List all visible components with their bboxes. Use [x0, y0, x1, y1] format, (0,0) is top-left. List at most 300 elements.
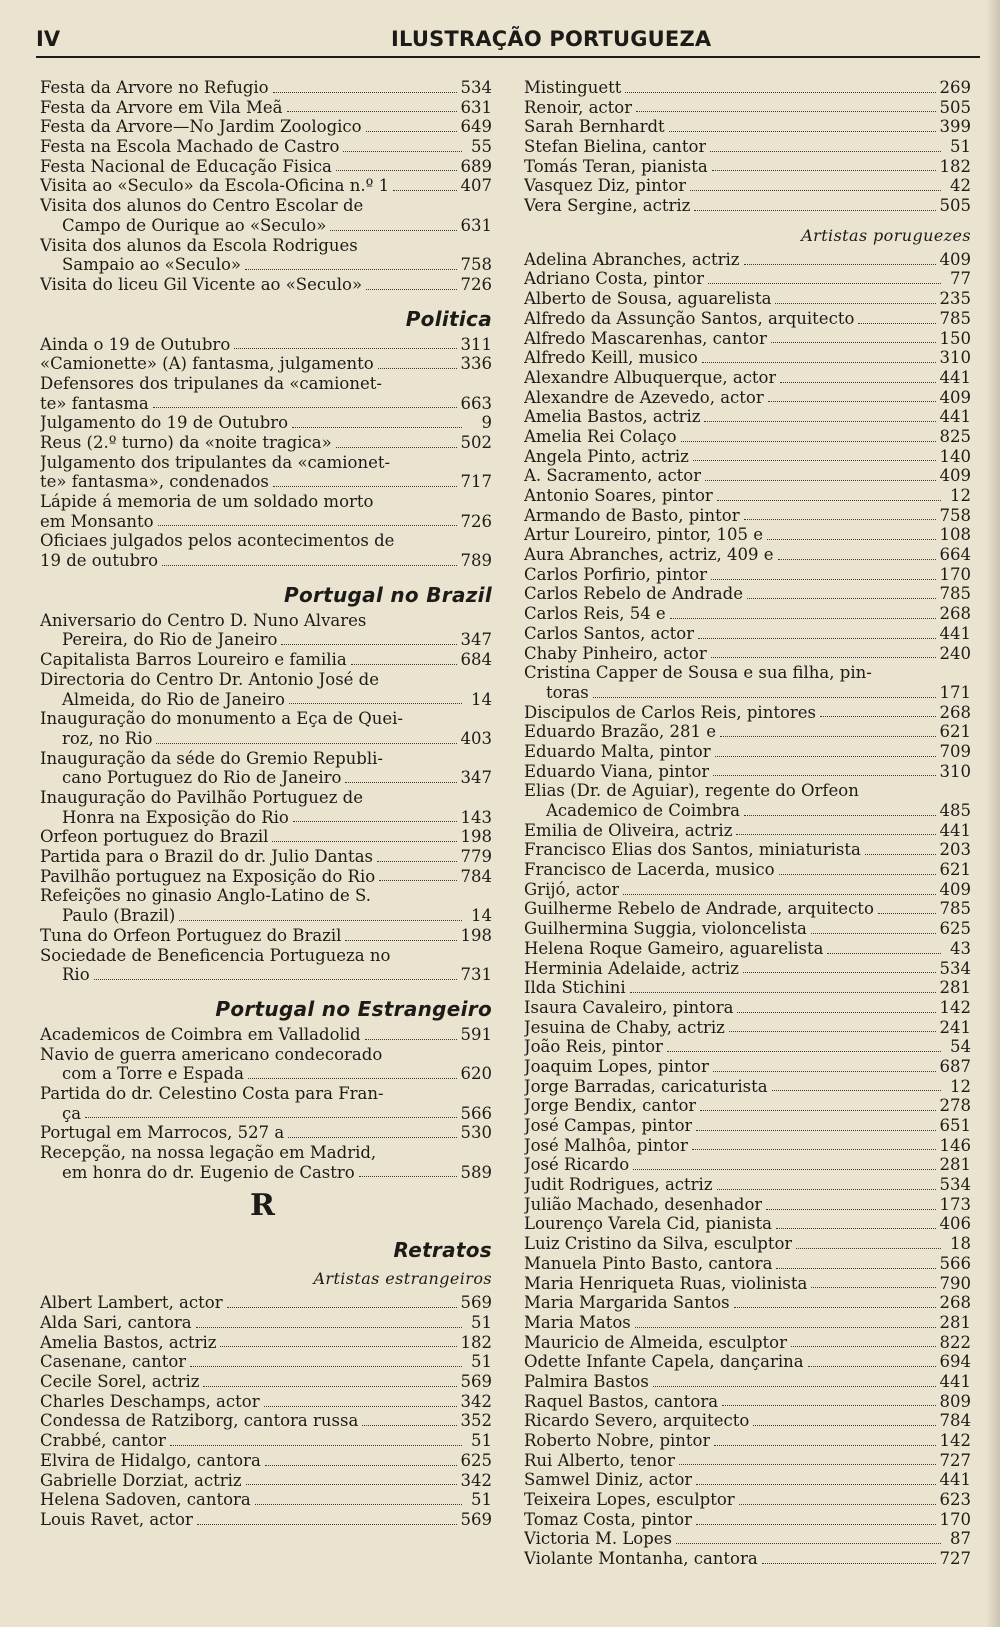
- index-entry: [40, 216, 492, 236]
- index-entry: [524, 270, 971, 290]
- index-entry-page: 534: [460, 77, 492, 97]
- index-entry-text: Helena Sadoven, cantora: [40, 1490, 251, 1510]
- index-entry-text: Pereira, do Rio de Janeiro: [62, 630, 278, 650]
- index-entry-text: Jesuina de Chaby, actriz: [524, 1017, 725, 1037]
- index-entry: [40, 650, 492, 670]
- index-entry: [524, 762, 971, 782]
- index-entry-page: 399: [939, 117, 971, 137]
- index-entry-text: Honra na Exposição do Rio: [62, 807, 289, 827]
- index-entry: [40, 472, 492, 492]
- index-entry-page: 589: [460, 1162, 492, 1182]
- index-entry: [524, 821, 971, 841]
- index-entry-text: Inauguração do monumento a Eça de Quei-: [40, 709, 403, 729]
- index-entry-page: 785: [939, 899, 971, 919]
- publication-title: ILUSTRAÇÃO PORTUGUEZA: [391, 27, 712, 51]
- index-entry-page: 731: [460, 965, 492, 985]
- index-entry: [40, 117, 492, 137]
- index-entry-page: 170: [939, 564, 971, 584]
- index-entry-text: Vera Sergine, actriz: [524, 196, 691, 216]
- index-entry-text: Alexandre Albuquerque, actor: [524, 367, 777, 387]
- index-entry-page: 409: [939, 466, 971, 486]
- index-entry-page: 631: [460, 97, 492, 117]
- index-entry: [524, 860, 971, 880]
- index-entry-text: Julião Machado, desenhador: [524, 1194, 763, 1214]
- index-entry-page: 620: [460, 1064, 492, 1084]
- index-entry: [524, 1372, 971, 1392]
- index-entry-text: Chaby Pinheiro, actor: [524, 643, 707, 663]
- index-entry-text: Mistinguett: [524, 77, 622, 97]
- index-entry-text: Maria Margarida Santos: [524, 1293, 730, 1313]
- index-entry-page: 825: [939, 426, 971, 446]
- index-entry: [40, 847, 492, 867]
- index-entry: [524, 368, 971, 388]
- index-entry-page: 569: [460, 1372, 492, 1392]
- index-entry-text: Visita dos alunos da Escola Rodrigues: [40, 235, 358, 255]
- index-entry-page: 485: [939, 801, 971, 821]
- index-entry-text: Teixeira Lopes, esculptor: [524, 1490, 735, 1510]
- index-entry: [524, 1136, 971, 1156]
- index-entry: [524, 1392, 971, 1412]
- index-entry-text: Aniversario do Centro D. Nuno Alvares: [40, 610, 367, 630]
- retratos-portuguezes-list-2: [524, 703, 971, 782]
- index-entry: [40, 808, 492, 828]
- index-entry-text: Oficiaes julgados pelos acontecimentos de: [40, 531, 395, 551]
- index-entry: [524, 1096, 971, 1116]
- index-entry-page: 54: [950, 1037, 971, 1057]
- index-entry: [40, 1123, 492, 1143]
- index-entry: [524, 1018, 971, 1038]
- index-entry-page: 566: [939, 1253, 971, 1273]
- index-entry-page: 352: [460, 1411, 492, 1431]
- index-entry-text: Odette Infante Capela, dançarina: [524, 1352, 804, 1372]
- index-entry: [524, 309, 971, 329]
- index-entry-text: Ainda o 19 de Outubro: [40, 334, 231, 354]
- index-entry: [524, 98, 971, 118]
- index-entry: [40, 512, 492, 532]
- index-entry-text: Paulo (Brazil): [62, 906, 176, 926]
- index-entry-page: 198: [460, 925, 492, 945]
- index-entry-text: Navio de guerra americano condecorado: [40, 1044, 383, 1064]
- index-entry-page: 809: [939, 1391, 971, 1411]
- index-entry-page: 43: [950, 938, 971, 958]
- index-entry: [524, 176, 971, 196]
- index-entry-text: te» fantasma», condenados: [40, 472, 269, 492]
- index-entry-text: toras: [546, 682, 589, 702]
- index-entry-text: com a Torre e Espada: [62, 1064, 244, 1084]
- index-entry-page: 502: [460, 432, 492, 452]
- index-entry: [524, 1490, 971, 1510]
- index-entry: [40, 275, 492, 295]
- index-entry-text: Amelia Rei Colaço: [524, 426, 677, 446]
- index-entry: [524, 1116, 971, 1136]
- index-entry: [40, 433, 492, 453]
- retratos-estrangeiros-list: [40, 1293, 492, 1529]
- index-entry-page: 790: [939, 1273, 971, 1293]
- index-entry-page: 664: [939, 545, 971, 565]
- index-entry: [40, 1104, 492, 1124]
- index-entry-text: Visita ao «Seculo» da Escola-Oficina n.º 1: [40, 176, 390, 196]
- index-entry-page: 505: [939, 196, 971, 216]
- index-entry: [524, 329, 971, 349]
- index-entry-page: 12: [950, 486, 971, 506]
- index-entry-text: Ilda Stichini: [524, 978, 626, 998]
- index-entry-text: Crabbé, cantor: [40, 1431, 166, 1451]
- index-entry: [524, 1451, 971, 1471]
- monogram-ornament: [40, 1182, 492, 1238]
- index-entry-text: Sampaio ao «Seculo»: [62, 255, 241, 275]
- index-entry: [524, 447, 971, 467]
- index-entry-text: Almeida, do Rio de Janeiro: [62, 689, 285, 709]
- index-entry: [40, 1163, 492, 1183]
- index-entry-page: 709: [939, 741, 971, 761]
- index-entry-page: 51: [471, 1431, 492, 1451]
- index-entry-text: Maria Matos: [524, 1312, 631, 1332]
- index-entry-text: Tuna do Orfeon Portuguez do Brazil: [40, 925, 342, 945]
- index-entry-text: Charles Deschamps, actor: [40, 1391, 260, 1411]
- index-entry: [40, 1431, 492, 1451]
- index-entry-page: 689: [460, 156, 492, 176]
- index-entry-text: Francisco Elias dos Santos, miniaturista: [524, 840, 861, 860]
- index-entry-page: 342: [460, 1470, 492, 1490]
- index-entry: [524, 289, 971, 309]
- index-entry-text: Campo de Ourique ao «Seculo»: [62, 215, 327, 235]
- index-entry-text: Judit Rodrigues, actriz: [524, 1175, 713, 1195]
- index-entry-text: Tomás Teran, pianista: [524, 156, 708, 176]
- index-entry: [524, 1510, 971, 1530]
- index-entry-text: Pavilhão portuguez na Exposição do Rio: [40, 866, 376, 886]
- index-entry-page: 241: [939, 1017, 971, 1037]
- index-entry-text: Roberto Nobre, pintor: [524, 1431, 711, 1451]
- index-entry: [524, 1470, 971, 1490]
- index-entry: [40, 1451, 492, 1471]
- index-entry-page: 566: [460, 1103, 492, 1123]
- index-entry-text: Helena Roque Gameiro, aguarelista: [524, 938, 824, 958]
- index-entry-text: Festa na Escola Machado de Castro: [40, 137, 340, 157]
- index-entry-text: Julgamento dos tripulantes da «camionet-: [40, 452, 391, 472]
- index-entry: [40, 1412, 492, 1432]
- index-entry-page: 621: [939, 860, 971, 880]
- index-entry-page: 150: [939, 328, 971, 348]
- index-entry: [40, 1490, 492, 1510]
- index-entry: [524, 196, 971, 216]
- index-entry-page: 87: [950, 1529, 971, 1549]
- index-entry-page: 441: [939, 623, 971, 643]
- index-entry: [524, 1274, 971, 1294]
- index-entry-text: Alberto de Sousa, aguarelista: [524, 289, 772, 309]
- index-entry-page: 785: [939, 308, 971, 328]
- retratos-estrangeiros-continued-list: [524, 78, 971, 216]
- index-entry-text: em Monsanto: [40, 511, 154, 531]
- index-entry: [524, 117, 971, 137]
- index-entry-page: 785: [939, 584, 971, 604]
- index-entry-text: Partida para o Brazil do dr. Julio Dantas: [40, 847, 373, 867]
- index-entry: [524, 978, 971, 998]
- index-entry-page: 727: [939, 1450, 971, 1470]
- index-entry: [524, 801, 971, 821]
- index-entry-page: 441: [939, 820, 971, 840]
- index-entry: [40, 1333, 492, 1353]
- index-entry-text: Violante Montanha, cantora: [524, 1549, 758, 1569]
- index-entry: [40, 867, 492, 887]
- index-entry-page: 726: [460, 274, 492, 294]
- index-entry-text: Academico de Coimbra: [546, 801, 741, 821]
- index-entry: [40, 413, 492, 433]
- index-entry-text: Gabrielle Dorziat, actriz: [40, 1470, 242, 1490]
- index-entry-page: 336: [460, 354, 492, 374]
- index-entry-page: 170: [939, 1509, 971, 1529]
- index-entry: [40, 1293, 492, 1313]
- section-heading-estrangeiro: Portugal no Estrangeiro: [215, 996, 492, 1021]
- index-entry: [524, 407, 971, 427]
- index-entry: [524, 545, 971, 565]
- index-entry: [524, 427, 971, 447]
- index-entry-text: Palmira Bastos: [524, 1371, 649, 1391]
- index-entry-page: 235: [939, 289, 971, 309]
- index-entry-page: 310: [939, 348, 971, 368]
- index-entry-page: 784: [460, 866, 492, 886]
- index-entry-text: Guilherme Rebelo de Andrade, arquitecto: [524, 899, 874, 919]
- index-entry: [524, 1215, 971, 1235]
- index-entry-page: 409: [939, 249, 971, 269]
- index-entry-page: 51: [471, 1352, 492, 1372]
- index-entry-page: 651: [939, 1116, 971, 1136]
- index-entry-text: Francisco de Lacerda, musico: [524, 860, 775, 880]
- page-header: [36, 24, 980, 58]
- index-entry-text: Portugal em Marrocos, 527 a: [40, 1123, 285, 1143]
- index-entry-text: José Campas, pintor: [524, 1116, 693, 1136]
- festas-list: [40, 78, 492, 196]
- index-entry: [40, 768, 492, 788]
- index-entry-text: Carlos Reis, 54 e: [524, 604, 666, 624]
- index-entry-text: Maria Henriqueta Ruas, violinista: [524, 1273, 808, 1293]
- index-entry-page: 143: [460, 807, 492, 827]
- index-entry-page: 726: [460, 511, 492, 531]
- index-entry-text: Cristina Capper de Sousa e sua filha, pin-: [524, 663, 872, 683]
- index-entry: [524, 137, 971, 157]
- index-entry-page: 310: [939, 761, 971, 781]
- index-entry-page: 694: [939, 1352, 971, 1372]
- index-entry-page: 569: [460, 1509, 492, 1529]
- index-entry-page: 758: [460, 255, 492, 275]
- index-entry: [524, 1431, 971, 1451]
- subsection-heading-estrangeiros: Artistas estrangeiros: [313, 1269, 492, 1289]
- index-entry: [40, 78, 492, 98]
- subsection-heading-portuguezes: Artistas poruguezes: [801, 225, 971, 245]
- index-entry-text: Rio: [62, 965, 90, 985]
- index-entry: [524, 1333, 971, 1353]
- index-entry-text: Alexandre de Azevedo, actor: [524, 387, 764, 407]
- index-entry-text: Carlos Santos, actor: [524, 623, 695, 643]
- section-heading-retratos: Retratos: [393, 1238, 492, 1263]
- index-entry-page: 779: [460, 847, 492, 867]
- index-entry: [524, 157, 971, 177]
- index-entry-text: Amelia Bastos, actriz: [40, 1332, 217, 1352]
- index-entry: [524, 1411, 971, 1431]
- index-entry-text: Festa da Arvore em Vila Meã: [40, 97, 283, 117]
- index-entry-page: 569: [460, 1293, 492, 1313]
- index-entry-page: 198: [460, 827, 492, 847]
- index-entry-page: 182: [460, 1332, 492, 1352]
- index-entry-text: cano Portuguez do Rio de Janeiro: [62, 768, 342, 788]
- index-entry-page: 278: [939, 1096, 971, 1116]
- index-entry-page: 663: [460, 393, 492, 413]
- index-entry: [524, 1175, 971, 1195]
- index-entry: [524, 722, 971, 742]
- index-entry: [40, 1510, 492, 1530]
- index-entry-text: Emilia de Oliveira, actriz: [524, 820, 733, 840]
- index-entry-page: 625: [460, 1450, 492, 1470]
- index-entry-page: 240: [939, 643, 971, 663]
- index-entry-text: A. Sacramento, actor: [524, 466, 702, 486]
- index-entry-page: 684: [460, 650, 492, 670]
- index-entry-page: 409: [939, 387, 971, 407]
- index-entry-page: 42: [950, 176, 971, 196]
- index-entry-text: Festa da Arvore—No Jardim Zoologico: [40, 117, 362, 137]
- index-entry-text: Visita do liceu Gil Vicente ao «Seculo»: [40, 274, 363, 294]
- index-entry-text: Stefan Bielina, cantor: [524, 137, 707, 157]
- index-entry-page: 281: [939, 978, 971, 998]
- index-entry-text: Rui Alberto, tenor: [524, 1450, 675, 1470]
- index-entry-page: 441: [939, 367, 971, 387]
- index-entry: [40, 354, 492, 374]
- index-entry-page: 18: [950, 1234, 971, 1254]
- index-entry: [524, 919, 971, 939]
- index-entry: [40, 906, 492, 926]
- index-entry-text: te» fantasma: [40, 393, 149, 413]
- index-entry: [40, 335, 492, 355]
- index-entry-text: Amelia Bastos, actriz: [524, 407, 701, 427]
- index-entry-page: 51: [471, 1313, 492, 1333]
- index-entry-page: 9: [481, 413, 492, 433]
- index-entry-text: Albert Lambert, actor: [40, 1293, 223, 1313]
- index-entry: [524, 1549, 971, 1569]
- index-entry: [40, 1471, 492, 1491]
- index-entry-page: 347: [460, 630, 492, 650]
- index-entry: [524, 525, 971, 545]
- index-entry-text: Reus (2.º turno) da «noite tragica»: [40, 432, 332, 452]
- monogram-letter: R: [250, 1188, 273, 1224]
- index-entry-page: 409: [939, 879, 971, 899]
- index-entry-text: Elvira de Hidalgo, cantora: [40, 1450, 261, 1470]
- index-entry: [524, 466, 971, 486]
- index-entry-page: 403: [460, 728, 492, 748]
- index-entry-page: 407: [460, 176, 492, 196]
- index-entry-page: 77: [950, 269, 971, 289]
- index-entry-page: 146: [939, 1135, 971, 1155]
- index-entry-text: Festa da Arvore no Refugio: [40, 77, 269, 97]
- index-entry: [40, 551, 492, 571]
- index-entry-page: 182: [939, 156, 971, 176]
- index-entry-page: 406: [939, 1214, 971, 1234]
- index-entry-page: 441: [939, 407, 971, 427]
- index-entry-text: Inauguração da séde do Gremio Republi-: [40, 748, 383, 768]
- page-number: IV: [36, 27, 61, 51]
- index-entry-text: Discipulos de Carlos Reis, pintores: [524, 702, 817, 722]
- index-entry: [524, 1293, 971, 1313]
- index-entry-text: Raquel Bastos, cantora: [524, 1391, 719, 1411]
- index-entry-text: Angela Pinto, actriz: [524, 446, 689, 466]
- index-entry-text: Tomaz Costa, pintor: [524, 1509, 692, 1529]
- index-entry-text: José Ricardo: [524, 1155, 630, 1175]
- index-entry-text: «Camionette» (A) fantasma, julgamento: [40, 354, 374, 374]
- index-entry-text: Joaquim Lopes, pintor: [524, 1056, 709, 1076]
- index-entry-page: 534: [939, 1175, 971, 1195]
- index-entry-page: 649: [460, 117, 492, 137]
- index-entry: [524, 1037, 971, 1057]
- index-entry: [524, 998, 971, 1018]
- index-entry-text: Antonio Soares, pintor: [524, 486, 713, 506]
- index-entry-page: 14: [471, 689, 492, 709]
- index-entry-page: 623: [939, 1490, 971, 1510]
- index-entry: [524, 880, 971, 900]
- index-entry: [524, 703, 971, 723]
- index-entry: [524, 939, 971, 959]
- index-entry-text: Eduardo Brazão, 281 e: [524, 722, 717, 742]
- index-entry-text: Alfredo Mascarenhas, cantor: [524, 328, 767, 348]
- index-entry-text: Victoria M. Lopes: [524, 1529, 673, 1549]
- index-entry-page: 727: [939, 1549, 971, 1569]
- index-entry-page: 789: [460, 551, 492, 571]
- index-entry-text: Festa Nacional de Educação Fisica: [40, 156, 332, 176]
- index-entry-page: 591: [460, 1024, 492, 1044]
- index-entry-text: roz, no Rio: [62, 728, 153, 748]
- index-entry: [524, 388, 971, 408]
- index-entry-page: 441: [939, 1371, 971, 1391]
- index-entry-page: 441: [939, 1470, 971, 1490]
- index-entry-page: 530: [460, 1123, 492, 1143]
- index-entry-text: Capitalista Barros Loureiro e familia: [40, 650, 347, 670]
- index-entry-text: Jorge Barradas, caricaturista: [524, 1076, 768, 1096]
- index-entry: [40, 394, 492, 414]
- index-entry: [524, 624, 971, 644]
- index-entry: [524, 1155, 971, 1175]
- index-entry: [40, 1313, 492, 1333]
- index-entry-page: 55: [471, 137, 492, 157]
- index-entry-text: Jorge Bendix, cantor: [524, 1096, 697, 1116]
- page-edge-shadow: [986, 0, 1000, 1627]
- index-entry-text: Artur Loureiro, pintor, 105 e: [524, 525, 764, 545]
- index-entry-page: 687: [939, 1056, 971, 1076]
- index-entry-text: Cecile Sorel, actriz: [40, 1372, 200, 1392]
- index-entry-page: 268: [939, 604, 971, 624]
- index-entry-page: 534: [939, 958, 971, 978]
- index-entry-text: ça: [62, 1103, 82, 1123]
- index-entry: [524, 1057, 971, 1077]
- index-entry-text: Alda Sari, cantora: [40, 1313, 192, 1333]
- index-entry-text: 19 de outubro: [40, 551, 159, 571]
- index-entry-text: Guilhermina Suggia, violoncelista: [524, 919, 807, 939]
- index-entry: [524, 1352, 971, 1372]
- index-entry-text: Carlos Porfirio, pintor: [524, 564, 708, 584]
- index-entry-page: 173: [939, 1194, 971, 1214]
- index-entry-text: Herminia Adelaide, actriz: [524, 958, 739, 978]
- index-entry: [524, 1313, 971, 1333]
- index-entry-page: 108: [939, 525, 971, 545]
- index-entry-page: 347: [460, 768, 492, 788]
- index-entry-text: Luiz Cristino da Silva, esculptor: [524, 1234, 793, 1254]
- index-entry: [524, 683, 971, 703]
- index-entry-text: Manuela Pinto Basto, cantora: [524, 1253, 773, 1273]
- index-entry-text: Armando de Basto, pintor: [524, 505, 740, 525]
- index-entry-text: Directoria do Centro Dr. Antonio José de: [40, 669, 379, 689]
- index-entry-page: 203: [939, 840, 971, 860]
- index-entry: [40, 965, 492, 985]
- index-entry-text: Louis Ravet, actor: [40, 1509, 193, 1529]
- index-entry: [40, 1352, 492, 1372]
- section-heading-brazil: Portugal no Brazil: [284, 582, 492, 607]
- index-entry-text: José Malhôa, pintor: [524, 1135, 688, 1155]
- index-entry-page: 51: [950, 137, 971, 157]
